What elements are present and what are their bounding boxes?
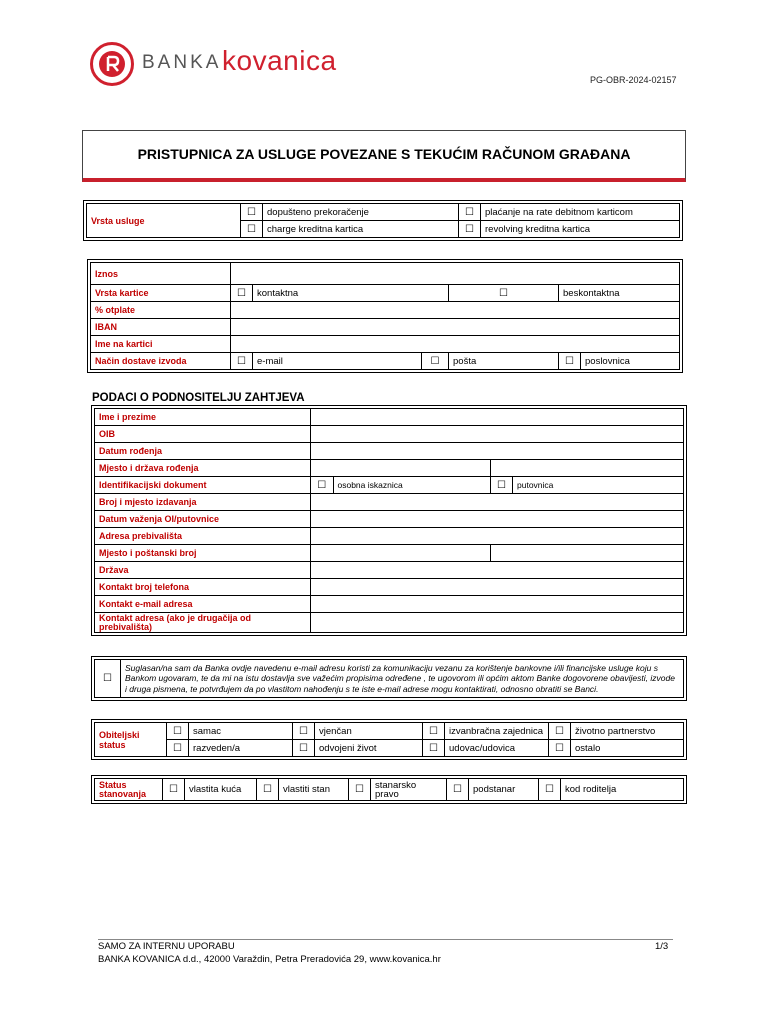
checkbox-email[interactable]: ☐ (231, 353, 253, 370)
checkbox-razveden[interactable]: ☐ (167, 740, 189, 757)
option-placanje-na-rate: plaćanje na rate debitnom karticom (481, 204, 680, 221)
option-vjencan: vjenčan (315, 723, 423, 740)
logo-emblem-icon (90, 42, 134, 86)
document-number: PG-OBR-2024-02157 (590, 75, 677, 85)
broj-mjesto-label: Broj i mjesto izdavanja (95, 494, 311, 511)
option-kontaktna: kontaktna (253, 285, 449, 302)
vrsta-kartice-label: Vrsta kartice (91, 285, 231, 302)
footer-internal-use: SAMO ZA INTERNU UPORABU (98, 941, 235, 952)
datum-vazenja-label: Datum važenja OI/putovnice (95, 511, 311, 528)
option-prekoracenje: dopušteno prekoračenje (263, 204, 459, 221)
checkbox-stanarsko-pravo[interactable]: ☐ (349, 779, 371, 801)
housing-label: Status stanovanja (95, 779, 163, 801)
checkbox-consent[interactable]: ☐ (95, 660, 121, 698)
iznos-input[interactable] (231, 263, 680, 285)
option-izvanbracna: izvanbračna zajednica (445, 723, 549, 740)
option-vlastita-kuca: vlastita kuća (185, 779, 257, 801)
family-table (94, 722, 684, 757)
adresa-label: Adresa prebivališta (95, 528, 311, 545)
checkbox-izvanbracna[interactable]: ☐ (423, 723, 445, 740)
mjesto-rodenja-label: Mjesto i država rođenja (95, 460, 311, 477)
checkbox-udovac[interactable]: ☐ (423, 740, 445, 757)
service-label: Vrsta usluge (87, 204, 241, 238)
checkbox-posta[interactable]: ☐ (422, 353, 449, 370)
option-vlastiti-stan: vlastiti stan (279, 779, 349, 801)
applicant-heading: PODACI O PODNOSITELJU ZAHTJEVA (92, 392, 305, 404)
consent-text: Suglasan/na sam da Banka ovdje navedenu e-mail adresu koristi za komunikaciju vezanu za korištenje bankovne i/ili financijske usluge koju s Bankom ugovaram, te da mi na istu dostavlja sve važećim propisima određene , te ugovorom ili općim aktom Banke dogovorene obavijesti, izvode i druga pismena, te potvrđujem da po vlastitom nahođenju s te iste e-mail adrese mogu kontaktirati, odnosno obratiti se Banci. (121, 660, 684, 698)
footer-divider (98, 939, 673, 940)
datum-rodenja-input[interactable] (311, 443, 684, 460)
option-posta: pošta (449, 353, 559, 370)
option-charge: charge kreditna kartica (263, 221, 459, 238)
broj-mjesto-input[interactable] (311, 494, 684, 511)
checkbox-odvojeni[interactable]: ☐ (293, 740, 315, 757)
checkbox-revolving[interactable]: ☐ (459, 221, 481, 238)
datum-rodenja-label: Datum rođenja (95, 443, 311, 460)
option-email: e-mail (253, 353, 422, 370)
option-zivotno-partnerstvo: životno partnerstvo (571, 723, 684, 740)
option-poslovnica: poslovnica (581, 353, 680, 370)
option-podstanar: podstanar (469, 779, 539, 801)
ime-label: Ime i prezime (95, 409, 311, 426)
checkbox-zivotno-partnerstvo[interactable]: ☐ (549, 723, 571, 740)
option-udovac: udovac/udovica (445, 740, 549, 757)
email-input[interactable] (311, 596, 684, 613)
option-revolving: revolving kreditna kartica (481, 221, 680, 238)
checkbox-placanje-na-rate[interactable]: ☐ (459, 204, 481, 221)
option-osobna: osobna iskaznica (333, 477, 491, 494)
ime-na-kartici-label: Ime na kartici (91, 336, 231, 353)
family-label: Obiteljski status (95, 723, 167, 757)
adresa-input[interactable] (311, 528, 684, 545)
ime-na-kartici-input[interactable] (231, 336, 680, 353)
oib-label: OIB (95, 426, 311, 443)
option-beskontaktna: beskontaktna (559, 285, 680, 302)
footer-address: BANKA KOVANICA d.d., 42000 Varaždin, Petra Preradovića 29, www.kovanica.hr (98, 954, 441, 965)
checkbox-osobna[interactable]: ☐ (311, 477, 334, 494)
datum-vazenja-input[interactable] (311, 511, 684, 528)
kontakt-adresa-label: Kontakt adresa (ako je drugačija od prebivališta) (95, 613, 311, 633)
postanski-broj-input[interactable] (491, 545, 684, 562)
card-table (90, 262, 680, 370)
option-kod-roditelja: kod roditelja (561, 779, 684, 801)
checkbox-kontaktna[interactable]: ☐ (231, 285, 253, 302)
checkbox-ostalo[interactable]: ☐ (549, 740, 571, 757)
telefon-label: Kontakt broj telefona (95, 579, 311, 596)
iban-input[interactable] (231, 319, 680, 336)
logo-kovanica-text: kovanica (222, 45, 337, 76)
oib-input[interactable] (311, 426, 684, 443)
mjesto-input[interactable] (311, 545, 491, 562)
bank-logo (90, 42, 390, 86)
mjesto-rodenja-input[interactable] (311, 460, 491, 477)
drzava-label: Država (95, 562, 311, 579)
option-odvojeni: odvojeni život (315, 740, 423, 757)
drzava-input[interactable] (311, 562, 684, 579)
mjesto-postanski-label: Mjesto i poštanski broj (95, 545, 311, 562)
ime-input[interactable] (311, 409, 684, 426)
logo-banka-text: BANKA (142, 52, 222, 73)
checkbox-kod-roditelja[interactable]: ☐ (539, 779, 561, 801)
kontakt-adresa-input[interactable] (311, 613, 684, 633)
service-table (86, 203, 680, 238)
otplate-input[interactable] (231, 302, 680, 319)
option-ostalo: ostalo (571, 740, 684, 757)
footer-page-number: 1/3 (655, 941, 669, 952)
checkbox-samac[interactable]: ☐ (167, 723, 189, 740)
option-putovnica: putovnica (513, 477, 684, 494)
checkbox-poslovnica[interactable]: ☐ (559, 353, 581, 370)
title-box (82, 130, 686, 182)
checkbox-vlastita-kuca[interactable]: ☐ (163, 779, 185, 801)
otplate-label: % otplate (91, 302, 231, 319)
email-label: Kontakt e-mail adresa (95, 596, 311, 613)
option-razveden: razveden/a (189, 740, 293, 757)
applicant-table (94, 408, 684, 633)
checkbox-charge[interactable]: ☐ (241, 221, 263, 238)
checkbox-vjencan[interactable]: ☐ (293, 723, 315, 740)
checkbox-beskontaktna[interactable]: ☐ (449, 285, 559, 302)
checkbox-vlastiti-stan[interactable]: ☐ (257, 779, 279, 801)
option-stanarsko-pravo: stanarsko pravo (371, 779, 447, 801)
nacin-dostave-label: Način dostave izvoda (91, 353, 231, 370)
checkbox-prekoracenje[interactable]: ☐ (241, 204, 263, 221)
page-title: PRISTUPNICA ZA USLUGE POVEZANE S TEKUĆIM RAČUNOM GRAĐANA (137, 146, 631, 162)
iban-label: IBAN (91, 319, 231, 336)
option-samac: samac (189, 723, 293, 740)
drzava-rodenja-input[interactable] (491, 460, 684, 477)
telefon-input[interactable] (311, 579, 684, 596)
id-dokument-label: Identifikacijski dokument (95, 477, 311, 494)
housing-table (94, 778, 684, 801)
consent-table (94, 659, 684, 698)
iznos-label: Iznos (91, 263, 231, 285)
checkbox-podstanar[interactable]: ☐ (447, 779, 469, 801)
checkbox-putovnica[interactable]: ☐ (491, 477, 513, 494)
